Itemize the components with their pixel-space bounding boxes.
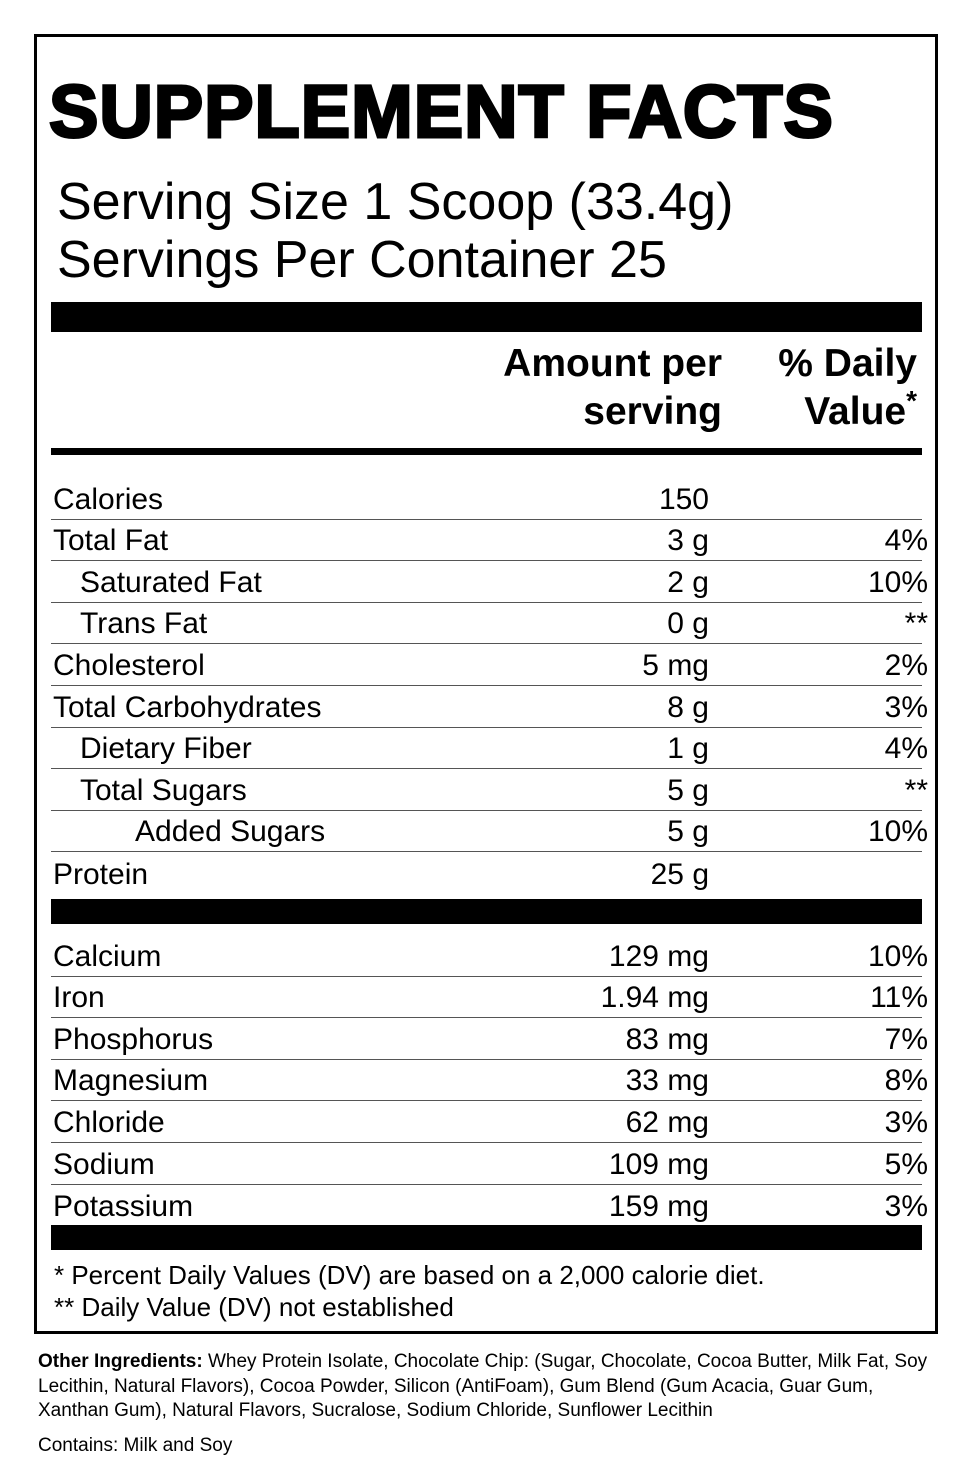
mineral-row bbox=[51, 1060, 928, 1102]
dv-header-line2: Value bbox=[804, 390, 907, 433]
mineral-amount: 62 mg bbox=[625, 1105, 709, 1139]
mineral-row bbox=[51, 935, 928, 977]
mineral-amount: 129 mg bbox=[608, 939, 709, 973]
divider-thick-bottom bbox=[51, 1225, 922, 1250]
nutrient-dv: 10% bbox=[867, 815, 928, 849]
nutrient-name: Total Sugars bbox=[80, 773, 247, 807]
mineral-row bbox=[51, 1185, 928, 1227]
divider-thick-top bbox=[51, 302, 922, 332]
nutrient-name: Total Carbohydrates bbox=[53, 690, 322, 724]
mineral-dv: 3% bbox=[884, 1190, 928, 1224]
supplement-facts-panel bbox=[34, 34, 938, 1334]
mineral-amount: 83 mg bbox=[625, 1022, 709, 1056]
nutrient-row bbox=[51, 603, 928, 645]
footnote-not-established: ** Daily Value (DV) not established bbox=[54, 1292, 454, 1322]
nutrient-amount: 2 g bbox=[667, 565, 709, 599]
nutrient-name: Total Fat bbox=[53, 524, 169, 558]
amount-per-serving-header bbox=[422, 340, 722, 436]
nutrient-amount: 1 g bbox=[667, 732, 709, 766]
mineral-dv: 3% bbox=[884, 1105, 928, 1139]
nutrient-amount: 8 g bbox=[667, 690, 709, 724]
nutrient-name: Trans Fat bbox=[80, 607, 208, 641]
nutrient-amount: 5 mg bbox=[642, 648, 709, 682]
nutrient-name: Cholesterol bbox=[53, 648, 205, 682]
ingredients-text: Whey Protein Isolate, Chocolate Chip: (Sugar, Chocolate, Cocoa Butter, Milk Fat, Soy Lecithin, Natural Flavors), Cocoa Powder, Silicon (AntiFoam), Gum Blend (Gum Acacia, Guar Gum, Xanthan Gum), Natural Flavors, Sucralose, Sodium Chloride, Sunflower Lecithin bbox=[38, 1351, 928, 1421]
nutrient-row bbox=[51, 811, 928, 853]
mineral-row bbox=[51, 1018, 928, 1060]
nutrient-amount: 5 g bbox=[667, 773, 709, 807]
mineral-amount: 33 mg bbox=[625, 1064, 709, 1098]
nutrient-dv: 4% bbox=[884, 732, 928, 766]
mineral-dv: 10% bbox=[867, 939, 928, 973]
nutrient-amount: 150 bbox=[658, 482, 709, 516]
mineral-name: Magnesium bbox=[53, 1064, 209, 1098]
mineral-name: Sodium bbox=[53, 1147, 155, 1181]
nutrient-name: Protein bbox=[53, 857, 149, 891]
nutrient-row bbox=[51, 478, 922, 520]
nutrient-dv: 2% bbox=[884, 648, 928, 682]
mineral-name: Potassium bbox=[53, 1190, 194, 1224]
divider-thick-middle bbox=[51, 899, 922, 924]
dv-header-mark: * bbox=[906, 385, 917, 416]
mineral-name: Chloride bbox=[53, 1105, 165, 1139]
mineral-amount: 1.94 mg bbox=[600, 981, 709, 1015]
nutrient-dv: 10% bbox=[867, 565, 928, 599]
nutrient-row bbox=[51, 686, 928, 728]
nutrient-name: Saturated Fat bbox=[80, 565, 262, 599]
mineral-name: Iron bbox=[53, 981, 105, 1015]
ingredients-label: Other Ingredients: bbox=[38, 1351, 203, 1372]
mineral-amount: 109 mg bbox=[608, 1147, 709, 1181]
amount-header-line2: serving bbox=[583, 390, 722, 433]
nutrient-dv: ** bbox=[904, 773, 928, 807]
nutrient-row bbox=[51, 769, 928, 811]
nutrient-row bbox=[51, 728, 928, 770]
mineral-row bbox=[51, 1143, 928, 1185]
mineral-row bbox=[51, 1101, 928, 1143]
nutrient-row bbox=[51, 561, 928, 603]
mineral-dv: 11% bbox=[870, 981, 928, 1015]
other-ingredients bbox=[38, 1350, 938, 1424]
servings-per-container: Servings Per Container 25 bbox=[57, 231, 667, 289]
minerals-table bbox=[51, 935, 928, 1226]
mineral-amount: 159 mg bbox=[608, 1190, 709, 1224]
nutrient-dv: 4% bbox=[884, 524, 928, 558]
daily-value-header bbox=[697, 340, 917, 436]
nutrient-name: Added Sugars bbox=[135, 815, 326, 849]
allergen-contains: Contains: Milk and Soy bbox=[38, 1435, 233, 1456]
divider-header bbox=[51, 448, 922, 455]
mineral-row bbox=[51, 977, 928, 1019]
amount-header-line1: Amount per bbox=[503, 342, 722, 385]
mineral-dv: 8% bbox=[884, 1064, 928, 1098]
nutrient-name: Calories bbox=[53, 482, 164, 516]
nutrient-amount: 25 g bbox=[650, 857, 709, 891]
mineral-name: Phosphorus bbox=[53, 1022, 214, 1056]
nutrient-amount: 3 g bbox=[667, 524, 709, 558]
dv-header-line1: % Daily bbox=[778, 342, 917, 385]
nutrient-dv: 3% bbox=[884, 690, 928, 724]
macro-nutrients-table bbox=[51, 478, 928, 894]
mineral-name: Calcium bbox=[53, 939, 162, 973]
nutrient-name: Dietary Fiber bbox=[80, 732, 252, 766]
mineral-dv: 7% bbox=[884, 1022, 928, 1056]
panel-title: SUPPLEMENT FACTS bbox=[49, 70, 834, 153]
nutrient-row bbox=[51, 520, 928, 562]
nutrient-dv: ** bbox=[904, 607, 928, 641]
mineral-dv: 5% bbox=[884, 1147, 928, 1181]
nutrient-amount: 0 g bbox=[667, 607, 709, 641]
footnote-daily-values: * Percent Daily Values (DV) are based on a 2,000 calorie diet. bbox=[54, 1260, 765, 1290]
nutrient-amount: 5 g bbox=[667, 815, 709, 849]
nutrient-row bbox=[51, 644, 928, 686]
serving-size: Serving Size 1 Scoop (33.4g) bbox=[57, 173, 734, 231]
nutrient-row bbox=[51, 852, 922, 894]
